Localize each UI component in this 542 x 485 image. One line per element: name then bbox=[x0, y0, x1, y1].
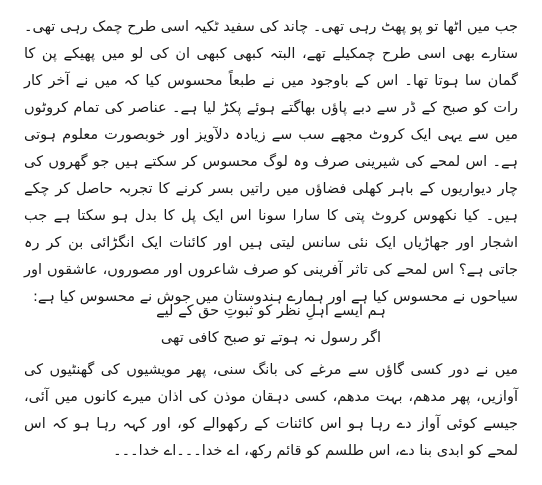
verse-line-1: ہم ایسے اہلِ نظر کو ثبوتِ حق کے لیے bbox=[156, 303, 386, 319]
paragraph-1: جب میں اٹھا تو پو پھٹ رہی تھی۔ چاند کی سفید ٹکیہ اسی طرح چمک رہی تھی۔ ستارے بھی اسی طرح چمکیلے تھے، البتہ کبھی کبھی ان کی لو میں پھیکے پن کا گمان سا ہوتا تھا۔ اس کے باوجود میں نے طبعاً محسوس کیا کہ میں نے آخر کار رات کو صبح کے ڈر سے دبے پاؤں بھاگتے ہوئے پکڑ لیا ہے۔ عناصر کی تمام کروٹوں میں سے یہی ایک کروٹ مجھے سب سے زیادہ دلآویز اور خوبصورت معلوم ہوتی ہے۔ اس لمحے کی شیرینی صرف وہ لوگ محسوس کر سکتے ہیں جو گھروں کی چار دیواریوں کے باہر کھلی فضاؤں میں راتیں بسر کرنے کا تجربہ حاصل کر چکے ہیں۔ کیا نکھوس کروٹ پتی کا سارا سونا اس ایک پل کا بدل ہو سکتا ہے جب اشجار اور جھاڑیاں ایک نئی سانس لیتی ہیں اور کائنات ایک انگڑائی بن کر رہ جاتی ہے؟ اس لمحے کی تاثر آفرینی کو صرف شاعروں اور مصوروں، عاشقوں اور سیاحوں نے محسوس کیا ہے اور ہمارے ہندوستان میں جوش نے محسوس کیا ہے: bbox=[24, 19, 518, 305]
paragraph-2: میں نے دور کسی گاؤں سے مرغے کی بانگ سنی، پھر مویشیوں کی گھنٹیوں کی آوازیں، پھر مدھم، بہت مدھم، کسی دہقان موذن کی اذان میرے کانوں میں آئی، جیسے کوئی آواز دے رہا ہو اس کائنات کے رکھوالے کو، اور کہہ رہا ہو کہ اس لمحے کو ابدی بنا دے، اس طلسم کو قائم رکھ، اے خدا۔۔۔اے خدا۔۔۔ bbox=[24, 362, 518, 459]
verse-line-2: اگر رسول نہ ہوتے تو صبح کافی تھی bbox=[160, 330, 382, 346]
